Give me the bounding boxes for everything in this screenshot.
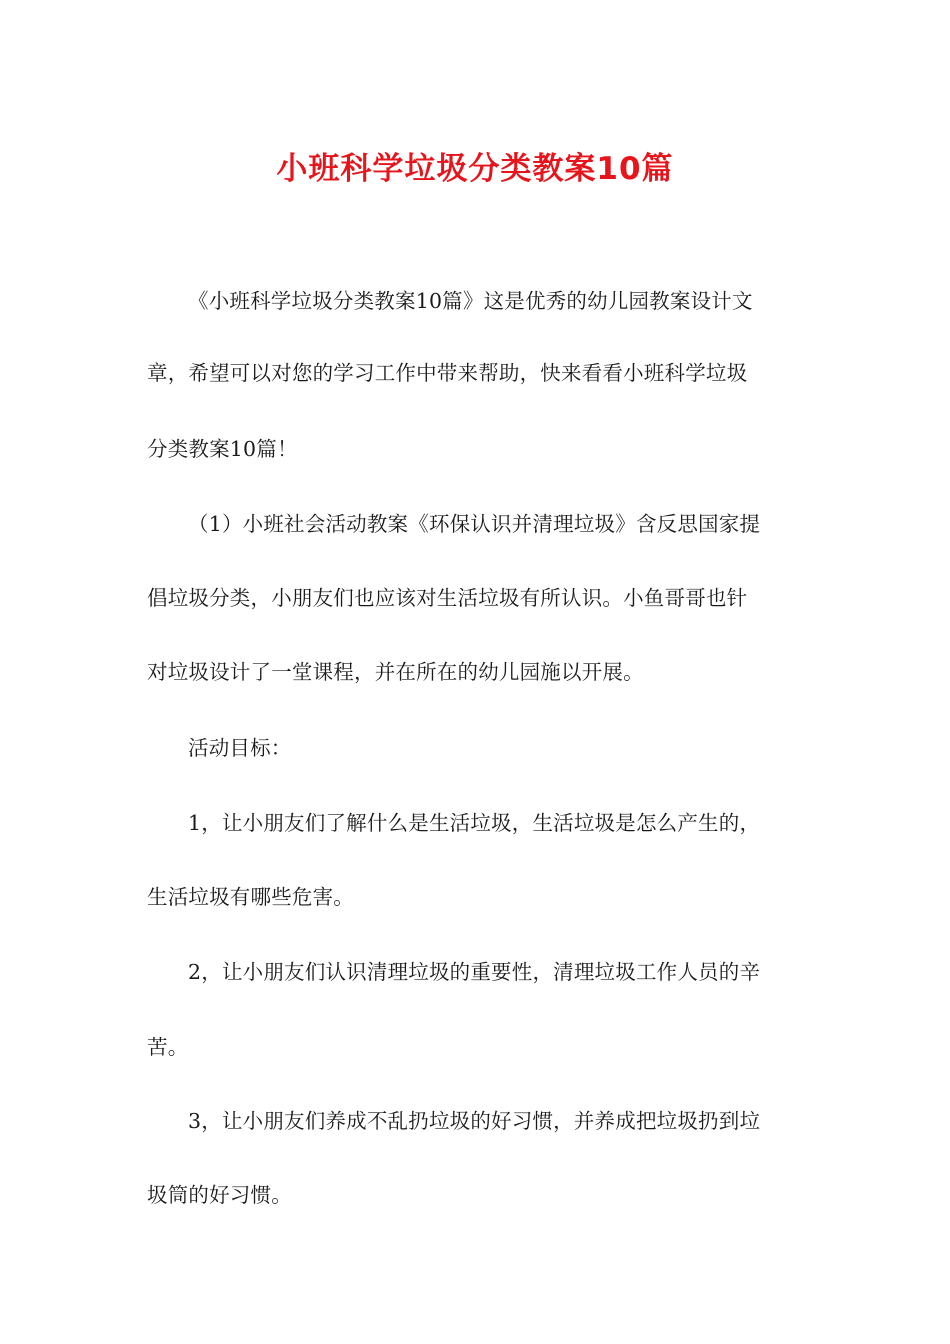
goal-1-line-1: 1，让小朋友们了解什么是生活垃圾，生活垃圾是怎么产生的， — [188, 811, 761, 835]
goal-1-line-2: 生活垃圾有哪些危害。 — [147, 885, 354, 909]
section-heading-goals: 活动目标： — [188, 736, 292, 760]
paragraph-intro-line-3: 分类教案10篇！ — [147, 437, 298, 461]
paragraph-lesson-line-3: 对垃圾设计了一堂课程，并在所在的幼儿园施以开展。 — [147, 660, 644, 684]
paragraph-lesson-line-2: 倡垃圾分类，小朋友们也应该对生活垃圾有所认识。小鱼哥哥也针 — [147, 586, 748, 610]
goal-3-line-1: 3，让小朋友们养成不乱扔垃圾的好习惯，并养成把垃圾扔到垃 — [188, 1109, 761, 1133]
goal-2-line-2: 苦。 — [147, 1035, 189, 1059]
paragraph-lesson-line-1: （1）小班社会活动教案《环保认识并清理垃圾》含反思国家提 — [188, 512, 761, 536]
goal-2-line-1: 2，让小朋友们认识清理垃圾的重要性，清理垃圾工作人员的辛 — [188, 960, 761, 984]
document-title: 小班科学垃圾分类教案10篇 — [276, 151, 674, 187]
paragraph-intro-line-2: 章，希望可以对您的学习工作中带来帮助，快来看看小班科学垃圾 — [147, 361, 748, 385]
paragraph-intro-line-1: 《小班科学垃圾分类教案10篇》这是优秀的幼儿园教案设计文 — [188, 289, 753, 313]
goal-3-line-2: 圾筒的好习惯。 — [147, 1183, 292, 1207]
